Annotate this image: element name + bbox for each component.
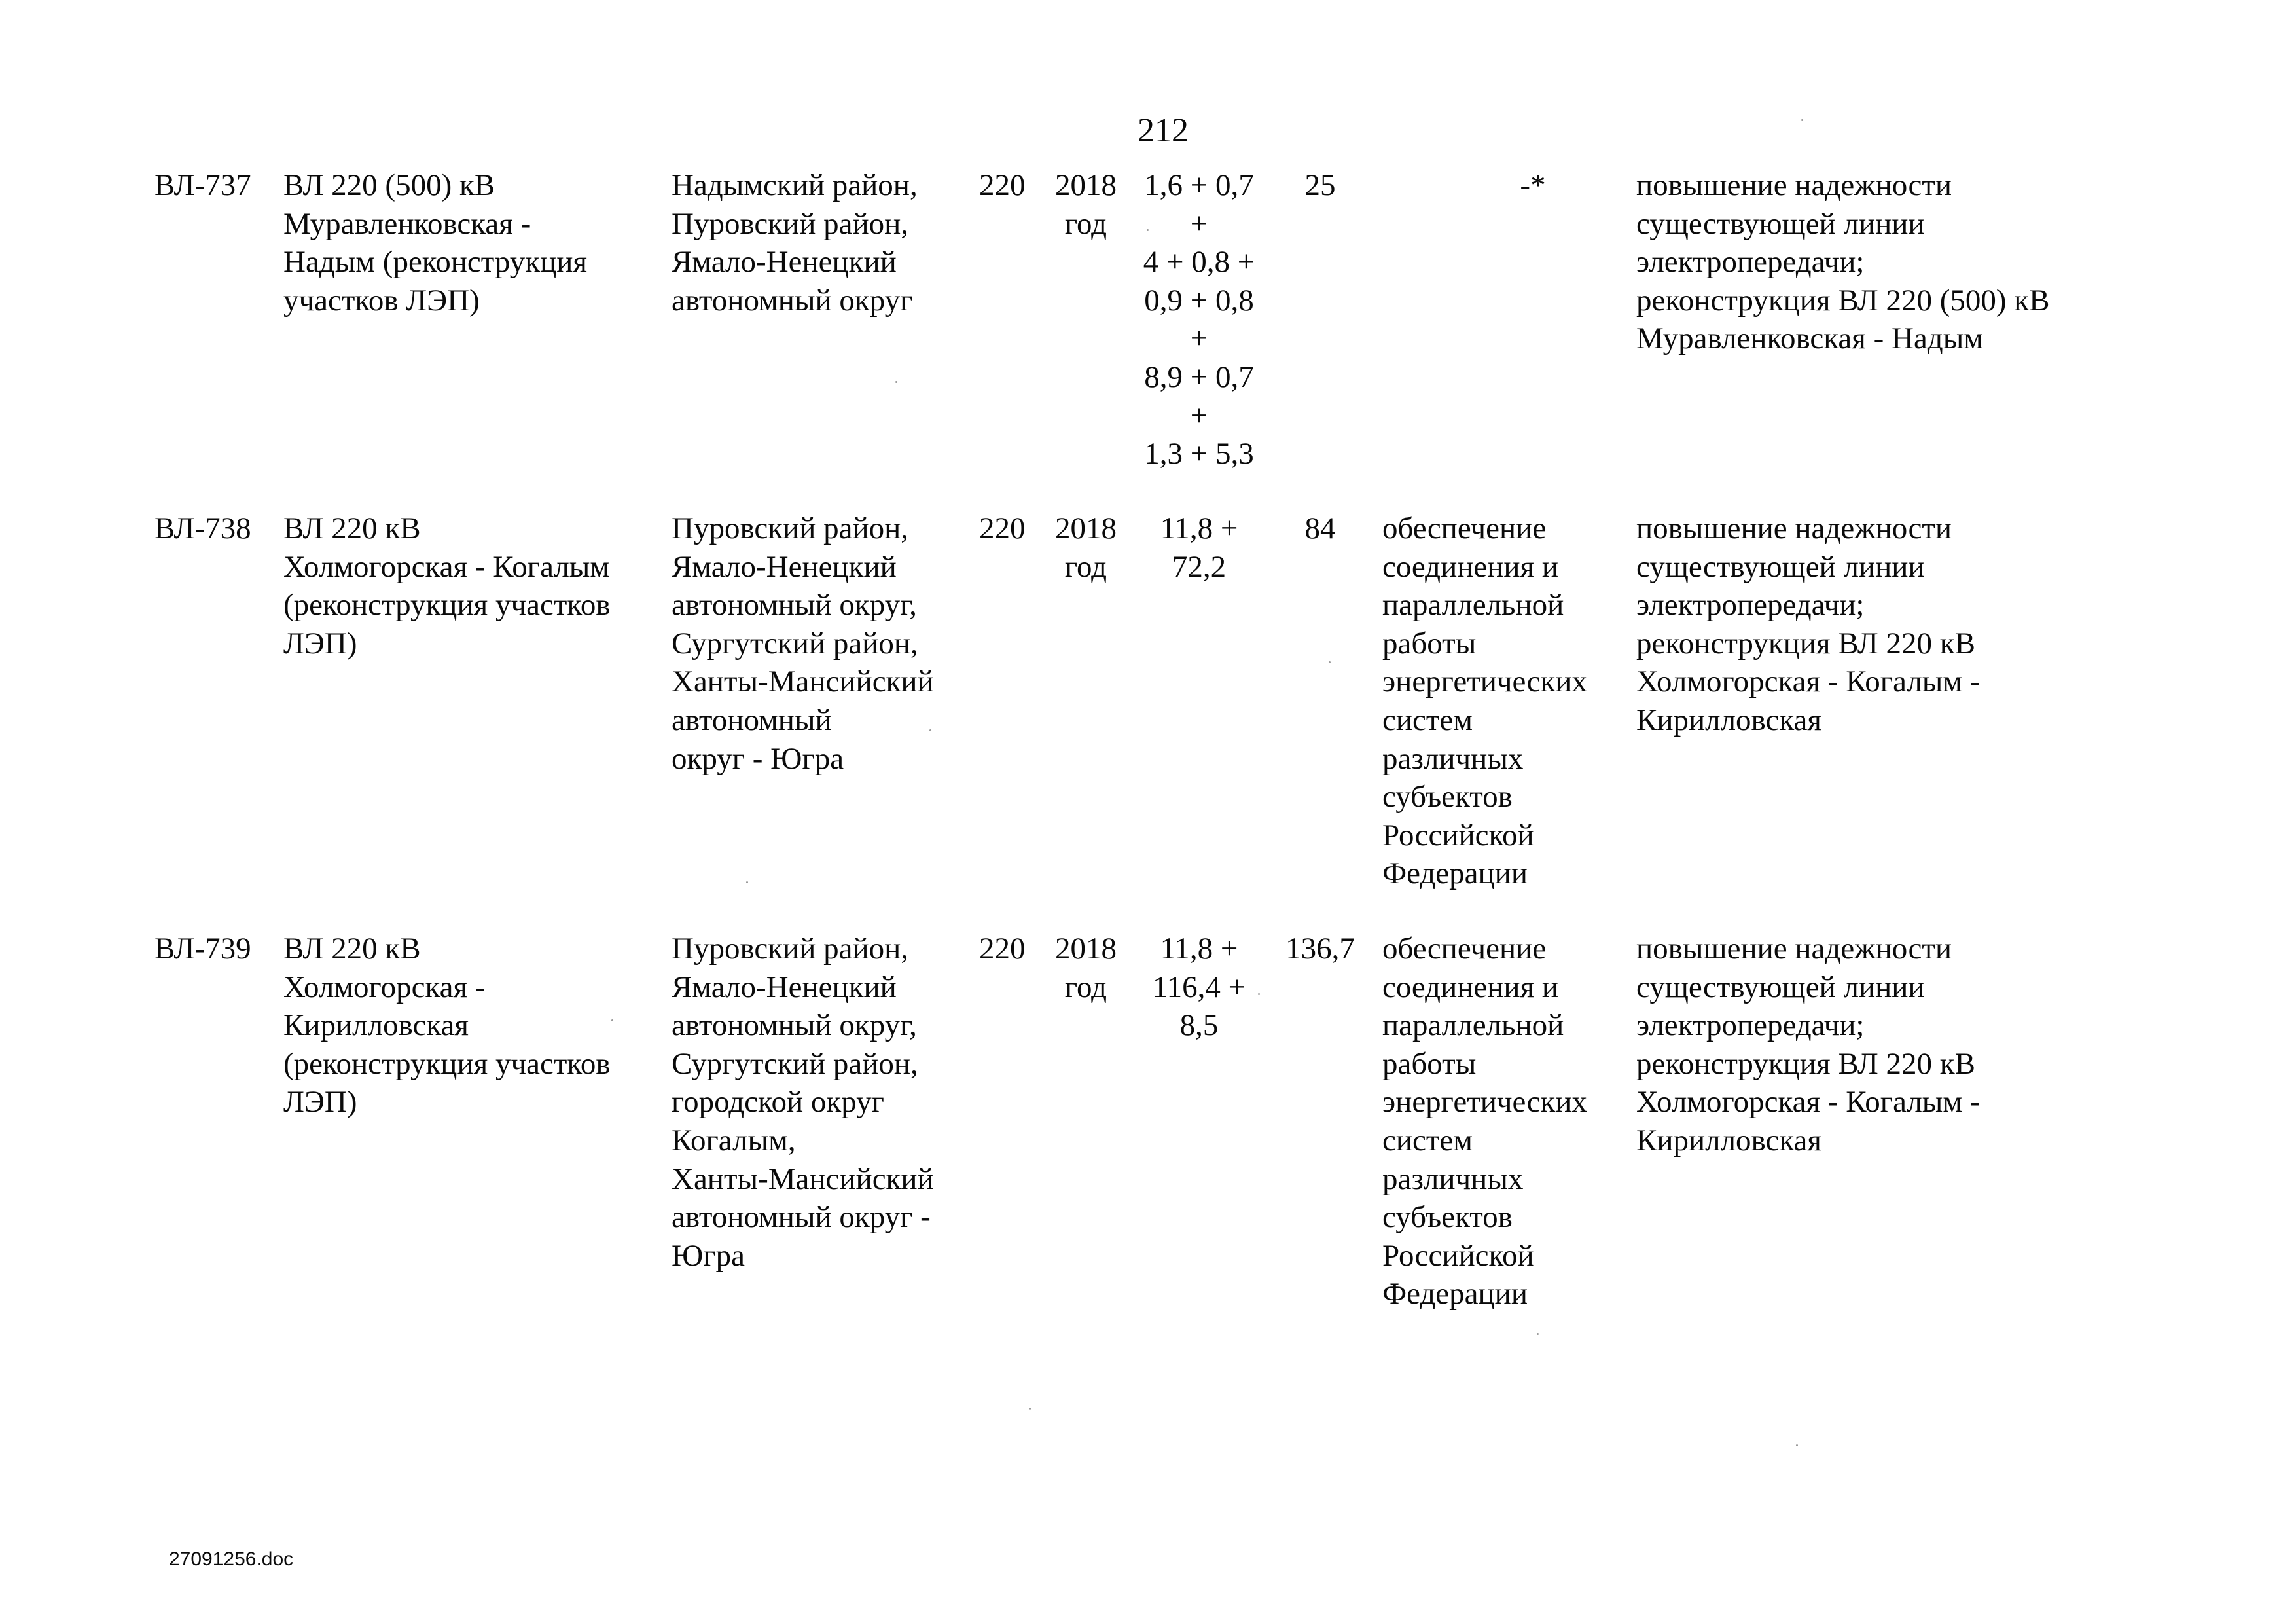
line-id: ВЛ-737 — [154, 168, 251, 202]
line-voltage: 220 — [979, 168, 1026, 202]
line-purpose: -* — [1520, 168, 1546, 202]
scan-speck — [1537, 1333, 1539, 1335]
line-name: ВЛ 220 кВ Холмогорская - Кирилловская (реконструкция участков ЛЭП) — [283, 932, 611, 1120]
line-purpose: обеспечение соединения и параллельной работы энергетических систем различных субъектов Российской Федерации — [1382, 932, 1587, 1311]
scan-speck — [611, 1019, 613, 1021]
line-purpose: обеспечение соединения и параллельной работы энергетических систем различных субъектов Российской Федерации — [1382, 511, 1587, 891]
line-voltage: 220 — [979, 932, 1026, 966]
line-name: ВЛ 220 кВ Холмогорская - Когалым (реконструкция участков ЛЭП) — [283, 511, 611, 661]
line-total-length: 25 — [1304, 168, 1336, 202]
line-year: 2018 год — [1055, 511, 1117, 584]
scan-speck — [1329, 661, 1331, 663]
line-goal: повышение надежности существующей линии электропередачи; реконструкция ВЛ 220 кВ Холмогорская - Когалым - Кирилловская — [1636, 511, 1981, 737]
scan-speck — [1147, 229, 1149, 231]
line-section-lengths: 11,8 + 116,4 + 8,5 — [1152, 932, 1246, 1043]
line-goal: повышение надежности существующей линии электропередачи; реконструкция ВЛ 220 (500) кВ Муравленковская - Надым — [1636, 168, 2050, 356]
line-section-lengths: 11,8 + 72,2 — [1160, 511, 1238, 584]
line-total-length: 84 — [1304, 511, 1336, 545]
scan-speck — [746, 881, 748, 883]
line-voltage: 220 — [979, 511, 1026, 545]
line-total-length: 136,7 — [1285, 932, 1355, 966]
scan-speck — [895, 381, 897, 383]
page-number: 212 — [1138, 112, 1189, 149]
line-location: Пуровский район, Ямало-Ненецкий автономный округ, Сургутский район, Ханты-Мансийский автономный округ - Югра — [672, 511, 934, 776]
line-id: ВЛ-739 — [154, 932, 251, 966]
scan-speck — [929, 729, 931, 731]
line-year: 2018 год — [1055, 932, 1117, 1004]
line-goal: повышение надежности существующей линии электропередачи; реконструкция ВЛ 220 кВ Холмогорская - Когалым - Кирилловская — [1636, 932, 1981, 1158]
line-year: 2018 год — [1055, 168, 1117, 241]
scan-speck — [1029, 1408, 1031, 1410]
line-name: ВЛ 220 (500) кВ Муравленковская - Надым (реконструкция участков ЛЭП) — [283, 168, 588, 318]
line-section-lengths: 1,6 + 0,7 + 4 + 0,8 + 0,9 + 0,8 + 8,9 + 0,7 + 1,3 + 5,3 — [1143, 168, 1255, 471]
scan-speck — [1801, 119, 1803, 121]
footer-doc-name: 27091256.doc — [169, 1548, 294, 1570]
scan-speck — [1796, 1444, 1798, 1446]
line-location: Надымский район, Пуровский район, Ямало-Ненецкий автономный округ — [672, 168, 918, 318]
scan-speck — [1258, 993, 1260, 995]
line-id: ВЛ-738 — [154, 511, 251, 545]
line-location: Пуровский район, Ямало-Ненецкий автономный округ, Сургутский район, городской округ Когалым, Ханты-Мансийский автономный округ - Югра — [672, 932, 934, 1273]
